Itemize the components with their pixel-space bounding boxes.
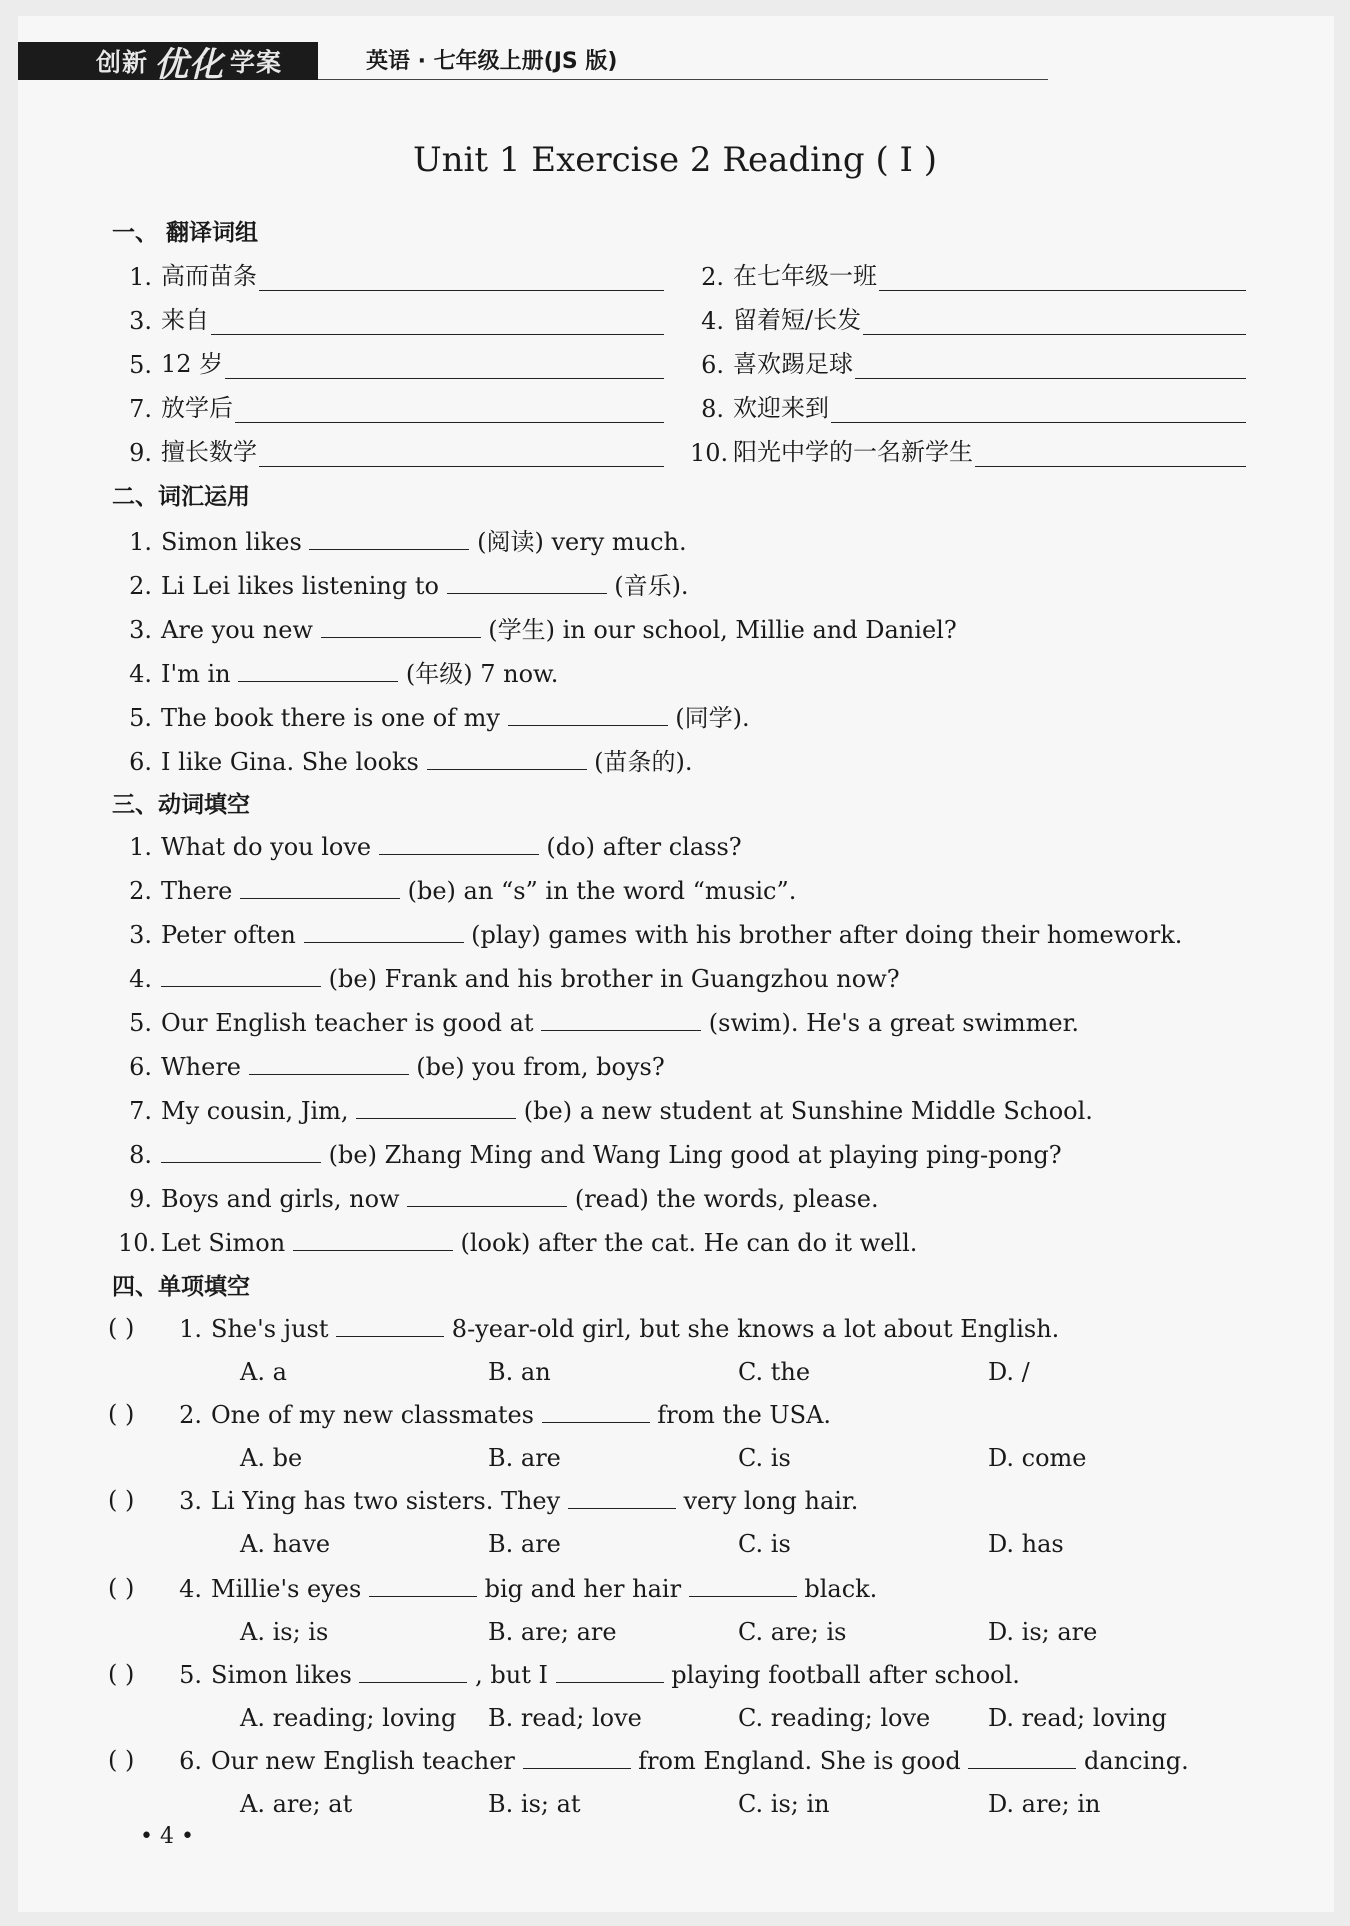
translate-item xyxy=(118,388,664,423)
question-text: from the USA. xyxy=(657,1401,832,1429)
answer-blank[interactable] xyxy=(211,308,664,335)
translate-item xyxy=(118,300,664,335)
translate-prompt: 12 岁 xyxy=(161,350,224,378)
answer-blank[interactable] xyxy=(225,352,664,379)
choice-option[interactable]: D. has xyxy=(988,1530,1064,1558)
verb-item xyxy=(118,832,742,861)
sentence-start: Boys and girls, now xyxy=(161,1185,400,1213)
sentence-end: (苗条的). xyxy=(594,748,693,776)
item-number: 4. xyxy=(701,307,724,335)
choice-question xyxy=(168,1400,831,1429)
brand-banner xyxy=(18,42,318,85)
header-divider xyxy=(318,79,1048,80)
choice-option[interactable]: C. is; in xyxy=(738,1790,830,1818)
translate-prompt: 阳光中学的一名新学生 xyxy=(733,438,973,466)
choice-question xyxy=(168,1660,1020,1689)
item-number: 5. xyxy=(129,704,152,732)
sentence-end: (be) a new student at Sunshine Middle School. xyxy=(523,1097,1093,1125)
question-text: 8-year-old girl, but she knows a lot about English. xyxy=(451,1315,1060,1343)
question-text: big and her hair xyxy=(484,1575,682,1603)
choice-option[interactable]: A. a xyxy=(240,1358,287,1386)
answer-blank[interactable] xyxy=(523,1746,631,1769)
choice-option[interactable]: B. is; at xyxy=(488,1790,581,1818)
answer-blank[interactable] xyxy=(321,615,481,638)
choice-option[interactable]: B. are xyxy=(488,1530,561,1558)
sentence-start: The book there is one of my xyxy=(161,704,500,732)
sentence-end: (swim). He's a great swimmer. xyxy=(708,1009,1080,1037)
sentence-end: (学生) in our school, Millie and Daniel? xyxy=(488,616,957,644)
choice-option[interactable]: B. read; love xyxy=(488,1704,642,1732)
item-number: 2. xyxy=(179,1401,202,1429)
item-number: 5. xyxy=(129,351,152,379)
answer-blank[interactable] xyxy=(238,659,398,682)
item-number: 6. xyxy=(129,1053,152,1081)
translate-item xyxy=(118,432,664,467)
item-number: 7. xyxy=(129,1097,152,1125)
item-number: 10. xyxy=(690,439,729,467)
sentence-end: (音乐). xyxy=(614,572,689,600)
vocab-item xyxy=(118,654,558,689)
answer-blank[interactable] xyxy=(293,1228,453,1251)
vocab-item xyxy=(118,742,693,777)
answer-blank[interactable] xyxy=(879,264,1246,291)
brand-word-1: 创新 xyxy=(96,48,149,77)
answer-blank[interactable] xyxy=(427,747,587,770)
choice-option[interactable]: B. are; are xyxy=(488,1618,617,1646)
question-text: dancing. xyxy=(1084,1747,1189,1775)
question-text: playing football after school. xyxy=(671,1661,1020,1689)
sentence-end: (look) after the cat. He can do it well. xyxy=(460,1229,918,1257)
sentence-start: Are you new xyxy=(161,616,313,644)
verb-item xyxy=(118,920,1182,949)
question-text: Li Ying has two sisters. They xyxy=(211,1487,561,1515)
choice-question xyxy=(168,1486,858,1515)
section-heading-verbs: 三、动词填空 xyxy=(112,792,250,818)
page-title: Unit 1 Exercise 2 Reading ( Ⅰ ) xyxy=(412,140,938,180)
verb-item xyxy=(118,964,900,993)
translate-prompt: 来自 xyxy=(161,306,209,334)
sentence-start: Let Simon xyxy=(161,1229,286,1257)
item-number: 5. xyxy=(179,1661,202,1689)
question-text: very long hair. xyxy=(683,1487,859,1515)
answer-blank[interactable] xyxy=(508,703,668,726)
answer-blank[interactable] xyxy=(259,440,664,467)
answer-blank[interactable] xyxy=(304,920,464,943)
translate-item xyxy=(118,256,664,291)
item-number: 1. xyxy=(129,263,152,291)
verb-item xyxy=(118,1140,1062,1169)
item-number: 2. xyxy=(129,877,152,905)
sentence-start: There xyxy=(161,877,233,905)
vocab-item xyxy=(118,522,687,557)
item-number: 7. xyxy=(129,395,152,423)
choice-option[interactable]: B. an xyxy=(488,1358,551,1386)
choice-option[interactable]: D. come xyxy=(988,1444,1087,1472)
answer-blank[interactable] xyxy=(369,1574,477,1597)
translate-item xyxy=(690,256,1246,291)
sentence-end: (be) Zhang Ming and Wang Ling good at playing ping-pong? xyxy=(328,1141,1062,1169)
vocab-item xyxy=(118,610,957,645)
choice-question xyxy=(168,1746,1189,1775)
answer-blank[interactable] xyxy=(161,964,321,987)
item-number: 6. xyxy=(179,1747,202,1775)
sentence-end: (同学). xyxy=(675,704,750,732)
translate-prompt: 放学后 xyxy=(161,394,233,422)
sentence-end: (be) you from, boys? xyxy=(416,1053,665,1081)
question-text: from England. She is good xyxy=(638,1747,961,1775)
answer-blank[interactable] xyxy=(541,1008,701,1031)
item-number: 3. xyxy=(179,1487,202,1515)
verb-item xyxy=(118,876,796,905)
item-number: 1. xyxy=(179,1315,202,1343)
answer-blank[interactable] xyxy=(249,1052,409,1075)
item-number: 6. xyxy=(129,748,152,776)
choice-option[interactable]: C. is xyxy=(738,1444,791,1472)
answer-blank[interactable] xyxy=(309,527,469,550)
question-text: One of my new classmates xyxy=(211,1401,534,1429)
sentence-end: (read) the words, please. xyxy=(574,1185,879,1213)
sentence-start: Peter often xyxy=(161,921,296,949)
translate-prompt: 高而苗条 xyxy=(161,262,257,290)
answer-bracket[interactable]: ( ) xyxy=(108,1314,135,1342)
item-number: 10. xyxy=(118,1229,157,1257)
translate-item xyxy=(690,300,1246,335)
sentence-start: Our English teacher is good at xyxy=(161,1009,534,1037)
choice-option[interactable]: D. is; are xyxy=(988,1618,1098,1646)
question-text: Simon likes xyxy=(211,1661,352,1689)
vocab-item xyxy=(118,566,689,601)
sentence-start: Where xyxy=(161,1053,242,1081)
answer-bracket[interactable]: ( ) xyxy=(108,1486,135,1514)
item-number: 1. xyxy=(129,528,152,556)
translate-prompt: 留着短/长发 xyxy=(733,306,862,334)
item-number: 8. xyxy=(701,395,724,423)
sentence-start: Li Lei likes listening to xyxy=(161,572,439,600)
choice-option[interactable]: A. are; at xyxy=(240,1790,353,1818)
choice-option[interactable]: B. are xyxy=(488,1444,561,1472)
answer-bracket[interactable]: ( ) xyxy=(108,1746,135,1774)
item-number: 3. xyxy=(129,616,152,644)
brand-word-2: 优化 xyxy=(154,44,225,85)
answer-blank[interactable] xyxy=(855,352,1246,379)
answer-blank[interactable] xyxy=(240,876,400,899)
item-number: 9. xyxy=(129,1185,152,1213)
item-number: 3. xyxy=(129,921,152,949)
choice-question xyxy=(168,1574,877,1603)
answer-blank[interactable] xyxy=(379,832,539,855)
choice-option[interactable]: D. / xyxy=(988,1358,1030,1386)
sentence-start: Simon likes xyxy=(161,528,302,556)
verb-item xyxy=(118,1052,665,1081)
vocab-item xyxy=(118,698,750,733)
answer-blank[interactable] xyxy=(568,1486,676,1509)
sentence-start: My cousin, Jim, xyxy=(161,1097,349,1125)
answer-blank[interactable] xyxy=(359,1660,467,1683)
item-number: 6. xyxy=(701,351,724,379)
answer-blank[interactable] xyxy=(689,1574,797,1597)
item-number: 1. xyxy=(129,833,152,861)
translate-prompt: 欢迎来到 xyxy=(733,394,829,422)
answer-blank[interactable] xyxy=(235,396,664,423)
sentence-end: (play) games with his brother after doing their homework. xyxy=(471,921,1183,949)
choice-option[interactable]: D. read; loving xyxy=(988,1704,1167,1732)
translate-prompt: 在七年级一班 xyxy=(733,262,877,290)
choice-option[interactable]: C. is xyxy=(738,1530,791,1558)
translate-prompt: 擅长数学 xyxy=(161,438,257,466)
answer-blank[interactable] xyxy=(161,1140,321,1163)
item-number: 3. xyxy=(129,307,152,335)
brand-word-3: 学案 xyxy=(230,48,283,77)
translate-prompt: 喜欢踢足球 xyxy=(733,350,853,378)
item-number: 4. xyxy=(129,660,152,688)
sentence-end: (年级) 7 now. xyxy=(405,660,559,688)
verb-item xyxy=(118,1228,917,1257)
answer-blank[interactable] xyxy=(968,1746,1076,1769)
item-number: 5. xyxy=(129,1009,152,1037)
question-text: black. xyxy=(804,1575,878,1603)
section-heading-vocab: 二、词汇运用 xyxy=(112,484,250,510)
verb-item xyxy=(118,1184,879,1213)
choice-option[interactable]: D. are; in xyxy=(988,1790,1101,1818)
choice-option[interactable]: A. is; is xyxy=(240,1618,329,1646)
answer-blank[interactable] xyxy=(336,1314,444,1337)
translate-item xyxy=(118,344,664,379)
choice-option[interactable]: A. have xyxy=(240,1530,331,1558)
section-heading-choice: 四、单项填空 xyxy=(112,1274,250,1300)
sentence-end: (阅读) very much. xyxy=(477,528,687,556)
answer-blank[interactable] xyxy=(356,1096,516,1119)
sentence-start: I'm in xyxy=(161,660,231,688)
item-number: 9. xyxy=(129,439,152,467)
choice-option[interactable]: A. be xyxy=(240,1444,303,1472)
item-number: 2. xyxy=(701,263,724,291)
answer-bracket[interactable]: ( ) xyxy=(108,1400,135,1428)
sentence-end: (be) Frank and his brother in Guangzhou now? xyxy=(328,965,900,993)
sentence-start: I like Gina. She looks xyxy=(161,748,419,776)
question-text: , but I xyxy=(475,1661,548,1689)
choice-option[interactable]: A. reading; loving xyxy=(240,1704,457,1732)
answer-blank[interactable] xyxy=(863,308,1246,335)
sentence-start: What do you love xyxy=(161,833,372,861)
answer-blank[interactable] xyxy=(407,1184,567,1207)
translate-item xyxy=(690,344,1246,379)
answer-blank[interactable] xyxy=(975,440,1246,467)
question-text: Millie's eyes xyxy=(211,1575,362,1603)
answer-blank[interactable] xyxy=(259,264,664,291)
answer-blank[interactable] xyxy=(556,1660,664,1683)
answer-bracket[interactable]: ( ) xyxy=(108,1660,135,1688)
sentence-end: (do) after class? xyxy=(546,833,742,861)
item-number: 2. xyxy=(129,572,152,600)
item-number: 8. xyxy=(129,1141,152,1169)
translate-item xyxy=(690,388,1246,423)
answer-blank[interactable] xyxy=(831,396,1246,423)
section-heading-translate: 一、 翻译词组 xyxy=(112,220,259,246)
item-number: 4. xyxy=(179,1575,202,1603)
verb-item xyxy=(118,1008,1079,1037)
verb-item xyxy=(118,1096,1093,1125)
question-text: Our new English teacher xyxy=(211,1747,515,1775)
answer-bracket[interactable]: ( ) xyxy=(108,1574,135,1602)
choice-question xyxy=(168,1314,1059,1343)
question-text: She's just xyxy=(211,1315,329,1343)
answer-blank[interactable] xyxy=(542,1400,650,1423)
choice-option[interactable]: C. reading; love xyxy=(738,1704,931,1732)
answer-blank[interactable] xyxy=(447,571,607,594)
item-number: 4. xyxy=(129,965,152,993)
choice-option[interactable]: C. the xyxy=(738,1358,811,1386)
sentence-end: (be) an “s” in the word “music”. xyxy=(407,877,797,905)
choice-option[interactable]: C. are; is xyxy=(738,1618,847,1646)
page-number: • 4 • xyxy=(140,1824,194,1849)
book-title: 英语 · 七年级上册(JS 版) xyxy=(366,49,618,74)
translate-item xyxy=(690,432,1246,467)
